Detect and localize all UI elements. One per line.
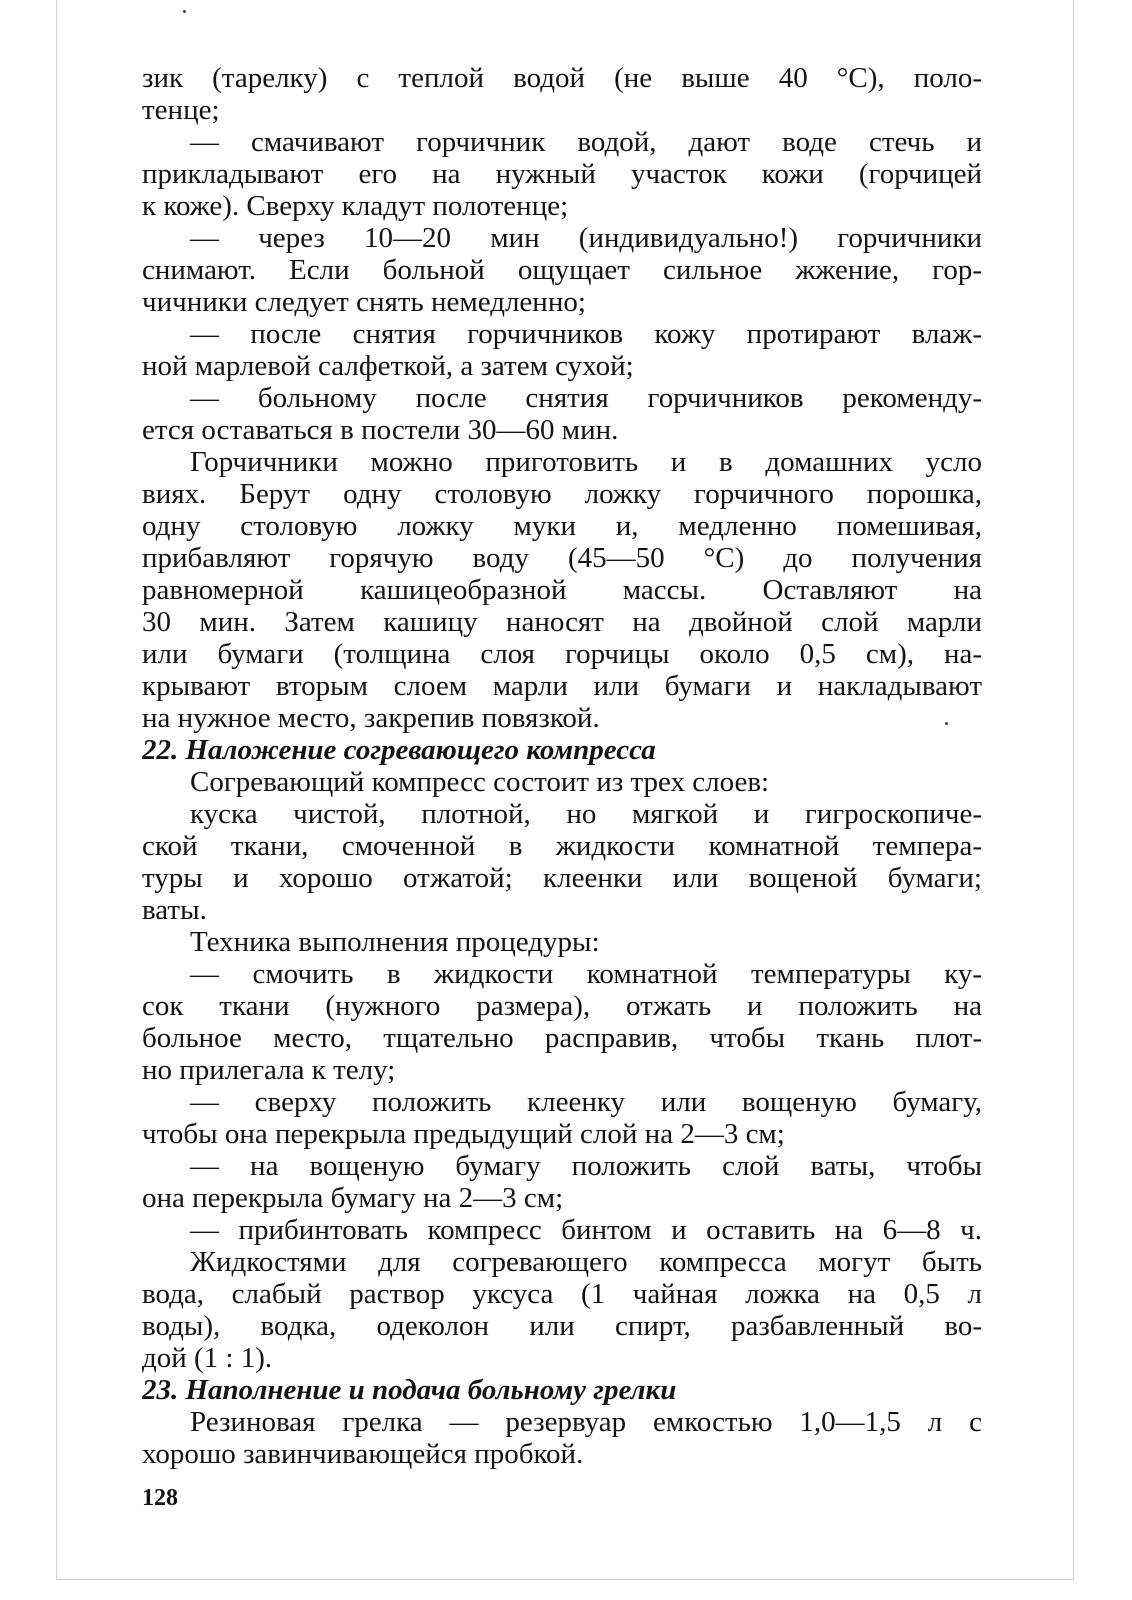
- text-line: она перекрыла бумагу на 2—3 см;: [142, 1182, 564, 1214]
- text-line: — прибинтовать компресс бинтом и оставить на 6—8 ч.: [190, 1214, 982, 1246]
- section-heading-22: 22. Наложение согревающего компресса: [142, 734, 656, 766]
- text-line: Резиновая грелка — резервуар емкостью 1,0—1,5 л с: [190, 1406, 982, 1438]
- text-line: ской ткани, смоченной в жидкости комнатной темпера-: [142, 830, 982, 862]
- text-line: чтобы она перекрыла предыдущий слой на 2—3 см;: [142, 1118, 785, 1150]
- text-line: к коже). Сверху кладут полотенце;: [142, 190, 569, 222]
- text-line: куска чистой, плотной, но мягкой и гигроскопиче-: [190, 798, 982, 830]
- text-line: Согревающий компресс состоит из трех слоев:: [190, 766, 770, 798]
- text-line: — сверху положить клеенку или вощеную бумагу,: [190, 1086, 982, 1118]
- text-line: прибавляют горячую воду (45—50 °С) до получения: [142, 542, 982, 574]
- text-line: снимают. Если больной ощущает сильное жжение, гор-: [142, 254, 982, 286]
- text-line: — на вощеную бумагу положить слой ваты, чтобы: [190, 1150, 982, 1182]
- text-line: больное место, тщательно расправив, чтобы ткань плот-: [142, 1022, 982, 1054]
- text-line: сок ткани (нужного размера), отжать и положить на: [142, 990, 982, 1022]
- text-line: Горчичники можно приготовить и в домашних усло: [190, 446, 982, 478]
- text-line: прикладывают его на нужный участок кожи (горчицей: [142, 158, 982, 190]
- text-line: ной марлевой салфеткой, а затем сухой;: [142, 350, 634, 382]
- section-heading-23: 23. Наполнение и подача больному грелки: [142, 1374, 677, 1406]
- text-line: 30 мин. Затем кашицу наносят на двойной слой марли: [142, 606, 982, 638]
- page-text: [142, 62, 982, 1470]
- text-line: тенце;: [142, 94, 220, 126]
- text-line: воды), водка, одеколон или спирт, разбавленный во-: [142, 1310, 982, 1342]
- text-line: виях. Берут одну столовую ложку горчичного порошка,: [142, 478, 982, 510]
- text-line: ется оставаться в постели 30—60 мин.: [142, 414, 619, 446]
- text-line: но прилегала к телу;: [142, 1054, 396, 1086]
- page-number: 128: [142, 1485, 178, 1511]
- text-line: — через 10—20 мин (индивидуально!) горчичники: [190, 222, 982, 254]
- text-line: вода, слабый раствор уксуса (1 чайная ложка на 0,5 л: [142, 1278, 982, 1310]
- text-line: — смочить в жидкости комнатной температуры ку-: [190, 958, 982, 990]
- text-line: на нужное место, закрепив повязкой.: [142, 702, 600, 734]
- text-line: ваты.: [142, 894, 207, 926]
- text-line: — смачивают горчичник водой, дают воде стечь и: [190, 126, 982, 158]
- text-line: Жидкостями для согревающего компресса могут быть: [190, 1246, 982, 1278]
- text-line: крывают вторым слоем марли или бумаги и накладывают: [142, 670, 982, 702]
- text-line: зик (тарелку) с теплой водой (не выше 40 °С), поло-: [142, 62, 982, 94]
- scan-speck: [183, 10, 186, 13]
- text-line: туры и хорошо отжатой; клеенки или вощеной бумаги;: [142, 862, 982, 894]
- text-line: Техника выполнения процедуры:: [190, 926, 600, 958]
- text-line: хорошо завинчивающейся пробкой.: [142, 1438, 584, 1470]
- text-line: одну столовую ложку муки и, медленно помешивая,: [142, 510, 982, 542]
- text-line: или бумаги (толщина слоя горчицы около 0,5 см), на-: [142, 638, 982, 670]
- text-line: дой (1 : 1).: [142, 1342, 273, 1374]
- text-line: — больному после снятия горчичников рекоменду-: [190, 382, 982, 414]
- text-line: равномерной кашицеобразной массы. Оставляют на: [142, 574, 982, 606]
- text-line: чичники следует снять немедленно;: [142, 286, 586, 318]
- text-line: — после снятия горчичников кожу протирают влаж-: [190, 318, 982, 350]
